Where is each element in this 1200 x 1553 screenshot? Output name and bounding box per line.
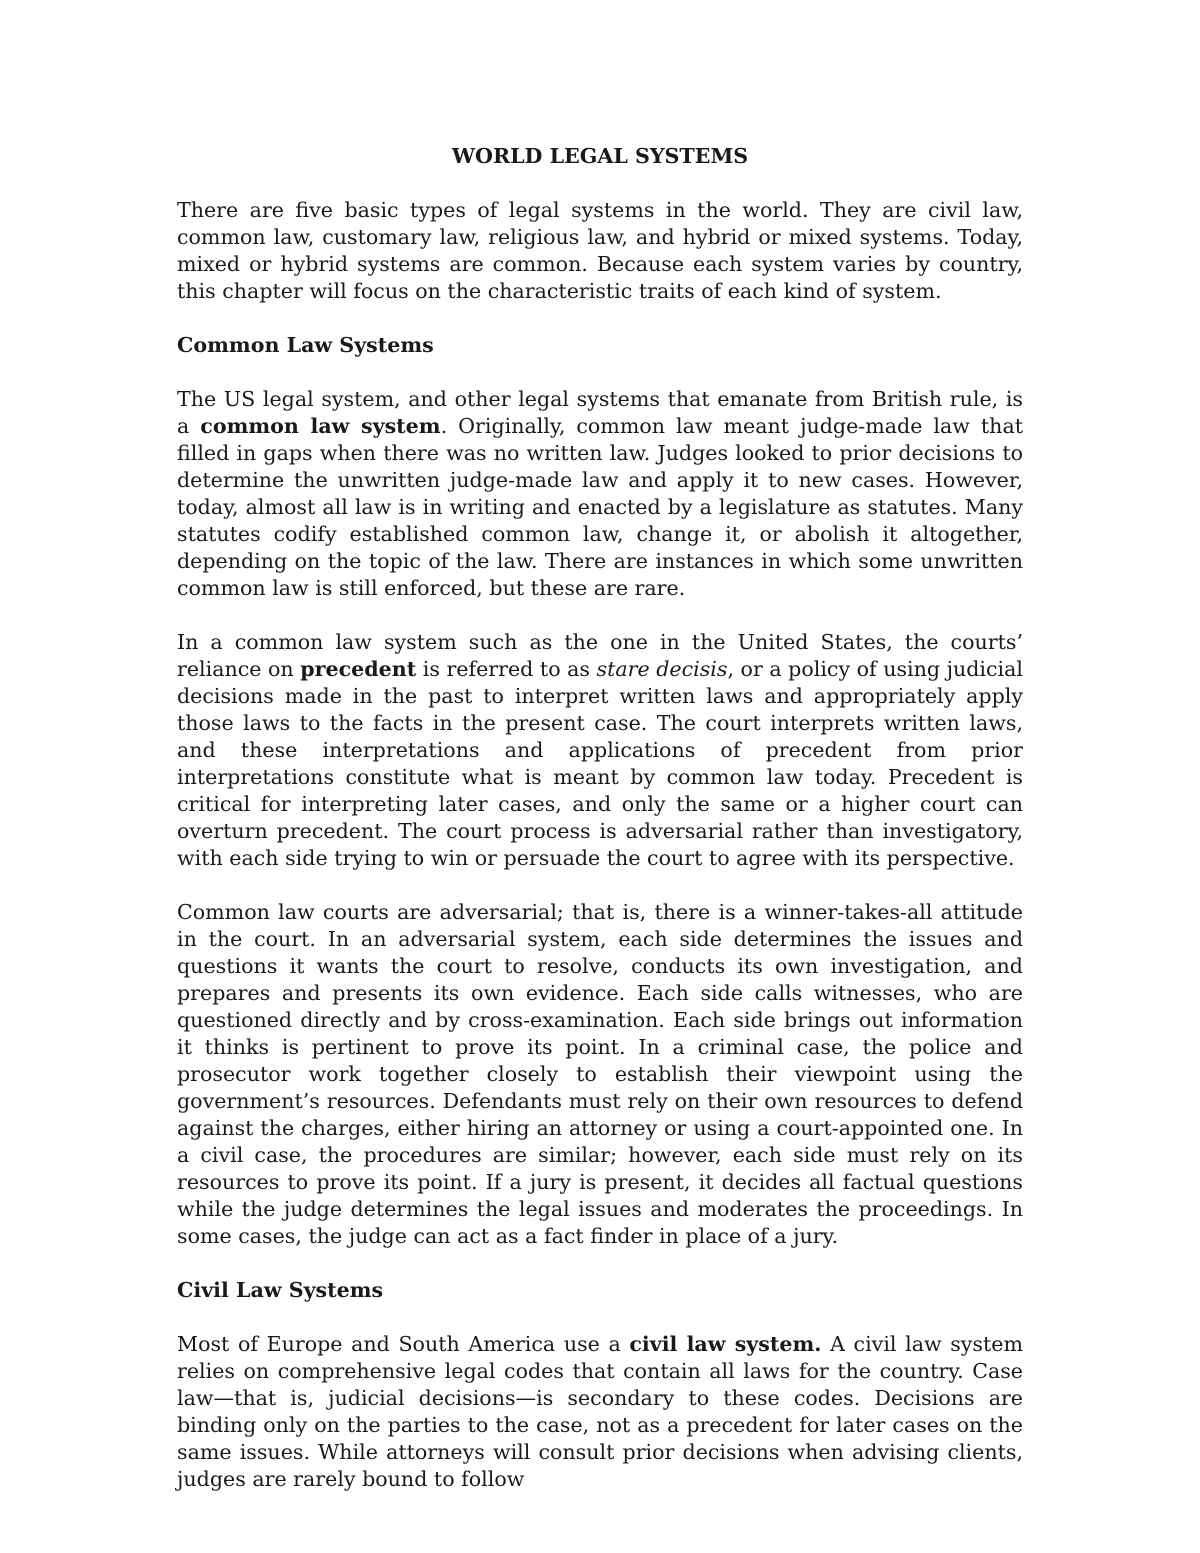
civil-law-paragraph-1 — [177, 1331, 1023, 1493]
term-precedent: precedent — [300, 657, 417, 681]
section-heading-civil-law: Civil Law Systems — [177, 1278, 384, 1302]
text-run: The US legal system, and other legal systems that emanate from British rule, is a — [177, 387, 1023, 438]
common-law-paragraph-2 — [177, 629, 1023, 872]
document-title: WORLD LEGAL SYSTEMS — [451, 144, 749, 168]
common-law-paragraph-3: Common law courts are adversarial; that is, there is a winner-takes-all attitude in the court. In an adversarial system, each side determines the issues and questions it wants the court to resolve, conducts its own investigation, and prepares and presents its own evidence. Each side calls witnesses, who are questioned directly and by cross-examination. Each side brings out information it thinks is pertinent to prove its point. In a criminal case, the police and prosecutor work together closely to establish their viewpoint using the government’s resources. Defendants must rely on their own resources to defend against the charges, either hiring an attorney or using a court-appointed one. In a civil case, the procedures are similar; however, each side must rely on its resources to prove its point. If a jury is present, it decides all factual questions while the judge determines the legal issues and moderates the proceedings. In some cases, the judge can act as a fact finder in place of a jury. — [177, 900, 1023, 1248]
intro-paragraph: There are five basic types of legal systems in the world. They are civil law, common law, customary law, religious law, and hybrid or mixed systems. Today, mixed or hybrid systems are common. Because each system varies by country, this chapter will focus on the characteristic traits of each kind of system. — [177, 198, 1023, 303]
term-common-law-system: common law system — [200, 414, 441, 438]
text-run: , or a policy of using judicial decisions made in the past to interpret written laws and appropriately apply those laws to the facts in the present case. The court interprets written laws, and these interpretations and applications of precedent from prior interpretations constitute what is meant by common law today. Precedent is critical for interpreting later cases, and only the same or a higher court can overturn precedent. The court process is adversarial rather than investigatory, with each side trying to win or persuade the court to agree with its perspective. — [177, 657, 1024, 870]
text-run: A civil law system relies on comprehensive legal codes that contain all laws for the country. Case law—that is, judicial decisions—is secondary to these codes. Decisions are binding only on the parties to the case, not as a precedent for later cases on the same issues. While attorneys will consult prior decisions when advising clients, judges are rarely bound to follow — [177, 1332, 1023, 1491]
text-run: is referred to as — [416, 657, 597, 681]
term-civil-law-system: civil law system. — [629, 1332, 822, 1356]
section-heading-common-law: Common Law Systems — [177, 333, 434, 357]
text-run: Most of Europe and South America use a — [177, 1332, 630, 1356]
common-law-paragraph-1 — [177, 386, 1023, 602]
text-run: In a common law system such as the one in the United States, the courts’ reliance on — [177, 630, 1023, 681]
term-stare-decisis: stare decisis — [596, 657, 728, 681]
document-body — [177, 143, 1023, 1493]
text-run: . Originally, common law meant judge-made law that filled in gaps when there was no written law. Judges looked to prior decisions to determine the unwritten judge-made law and apply it to new cases. However, today, almost all law is in writing and enacted by a legislature as statutes. Many statutes codify established common law, change it, or abolish it altogether, depending on the topic of the law. There are instances in which some unwritten common law is still enforced, but these are rare. — [177, 414, 1023, 600]
